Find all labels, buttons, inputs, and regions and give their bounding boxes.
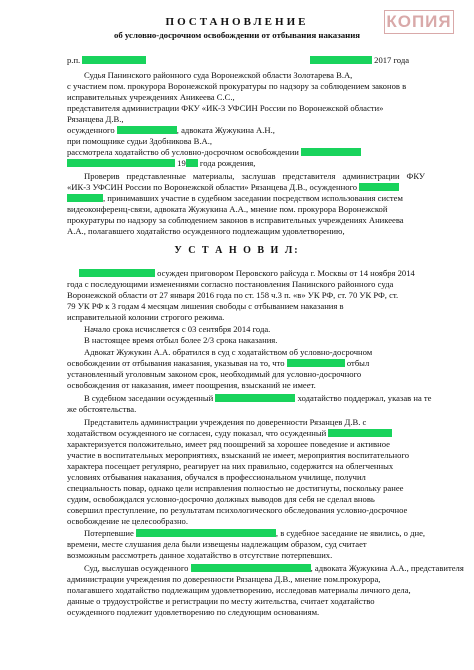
lawyer-line: освобождении от отбывания наказания, указывая на то, что отбыл	[67, 358, 370, 368]
place-date-line	[67, 55, 146, 65]
lawyer-line: Адвокат Жужукин А.А. обратился в суд с ходатайством об условно-досрочном	[84, 347, 373, 357]
date-label: 2017 года	[374, 55, 410, 65]
examined-line: А.А., полагавшего ходатайство осужденного подлежащим удовлетворению,	[67, 226, 345, 236]
redaction-mark	[186, 159, 198, 167]
place-label: р.п.	[67, 55, 81, 65]
victims-line: возможным рассмотреть данное ходатайство в отсутствие потерпевших.	[67, 550, 333, 560]
redaction-mark	[310, 56, 372, 64]
intro-line: исправительных учреждениях Аникеева С.С.,	[67, 92, 235, 102]
verdict-line: 79 УК РФ к 3 годам 4 месяцам лишения свободы с отбыванием наказания в	[67, 301, 344, 311]
redaction-mark	[136, 529, 276, 537]
convict-line: осужденного , адвоката Жужукина А.Н.,	[67, 125, 275, 135]
intro-line: Рязанцева Д.В.,	[67, 114, 124, 124]
intro-line: с участием пом. прокурора Воронежской прокуратуры по надзору за соблюдением законов в	[67, 81, 407, 91]
served-term: В настоящее время отбыл более 2/3 срока наказания.	[84, 335, 278, 345]
redaction-mark	[67, 159, 175, 167]
redaction-mark	[328, 429, 392, 437]
admin-line: совершил преступление, по результатам психологического обследования условно-досрочное	[67, 505, 408, 515]
review-line: рассмотрела ходатайство об условно-досрочном освобождении	[67, 147, 361, 157]
term-start: Начало срока исчисляется с 03 сентября 2014 года.	[84, 324, 271, 334]
redaction-mark	[301, 148, 361, 156]
redaction-mark	[82, 56, 146, 64]
admin-line: ходатайством осужденного не согласен, суду показал, что осужденный	[67, 428, 392, 438]
admin-line: судим, освобождался условно-досрочно должных выводов для себя не сделал вновь	[67, 494, 375, 504]
hearing-line: В судебном заседании осужденный ходатайство поддержал, указав на те	[84, 393, 432, 403]
conclusion-line: администрации учреждения по доверенности Рязанцева Д.В., мнение пом.прокурора,	[67, 574, 381, 584]
redaction-mark	[191, 564, 311, 572]
hearing-line: же обстоятельства.	[67, 404, 137, 414]
redaction-mark	[359, 183, 399, 191]
lawyer-line: освобождения от наказания, имеет поощрения, взысканий не имеет.	[67, 380, 316, 390]
admin-line: характеризуется положительно, имеет ряд поощрений за хорошее поведение и активное	[67, 439, 390, 449]
examined-line: , принимавших участие в судебном заседании посредством использования систем	[67, 193, 403, 203]
redaction-mark	[215, 394, 295, 402]
verdict-line: исправительной колонии строгого режима.	[67, 312, 225, 322]
conclusion-line: полагавшего ходатайство подлежащим удовлетворению, исследовав материалы личного дела,	[67, 585, 411, 595]
date-line	[310, 55, 409, 65]
redaction-mark	[287, 359, 345, 367]
admin-line: специальность повар, однако цели исправления полностью не достигнуты, поскольку ранее	[67, 483, 404, 493]
document-subtitle: об условно-досрочном освобождении от отбывания наказания	[113, 30, 361, 40]
conclusion-line: осужденного подлежит удовлетворению по следующим основаниям.	[67, 607, 320, 617]
review-line-2: 19 года рождения,	[67, 158, 255, 168]
intro-line: представителя администрации ФКУ «ИК-3 УФСИН России по Воронежской области»	[67, 103, 384, 113]
verdict-line: осужден приговором Перовского райсуда г. Москвы от 14 ноября 2014	[67, 268, 415, 278]
redaction-mark	[67, 194, 103, 202]
intro-line: Судья Панинского районного суда Воронежской области Золотарева В.А,	[84, 70, 353, 80]
examined-line: видеоконференц-связи, адвоката Жужукина А.А., мнение пом. прокурора Воронежской	[67, 204, 388, 214]
section-heading: У С Т А Н О В И Л:	[174, 245, 300, 256]
admin-line: Представитель администрации учреждения по доверенности Рязанцев Д.В. с	[84, 417, 367, 427]
conclusion-line: Суд, выслушав осужденного , адвоката Жужукина А.А., представителя	[84, 563, 464, 573]
victims-line: времени, месте слушания дела были извещены надлежащим образом, суд считает	[67, 539, 367, 549]
redaction-mark	[79, 269, 155, 277]
verdict-line: Воронежской области от 27 января 2016 года по ст. 158 ч.3 п. «в» УК РФ, ст. 70 УК РФ, ст.	[67, 290, 399, 300]
examined-line: Проверив представленные материалы, заслушав представителя администрации ФКУ	[84, 171, 425, 181]
redaction-mark	[117, 126, 177, 134]
admin-line: характера посещает регулярно, реагирует на них правильно, содержится на облегченных	[67, 461, 394, 471]
examined-line: «ИК-3 УФСИН России по Воронежской области» Рязанцева Д.В., осужденного	[67, 182, 399, 192]
verdict-line: года с последующими изменениями согласно постановления Панинского районного суда	[67, 279, 394, 289]
admin-line: участие в воспитательных мероприятиях, взысканий не имеет, мероприятия воспитательного	[67, 450, 410, 460]
victims-line: Потерпевшие , в судебное заседание не явились, о дне,	[84, 528, 426, 538]
conclusion-line: данные о трудоустройстве и регистрации по месту жительства, считает ходатайство	[67, 596, 375, 606]
copy-stamp: КОПИЯ	[384, 10, 454, 34]
admin-line: освобождение не целесообразно.	[67, 516, 188, 526]
examined-line: прокуратуры по надзору за соблюдением законов в исправительных учреждениях Аникеева	[67, 215, 404, 225]
lawyer-line: установленный уголовным законом срок, необходимый для условно-досрочного	[67, 369, 362, 379]
helper-line: при помощнике судьи Здобникова В.А.,	[67, 136, 213, 146]
admin-line: условиях отбывания наказания, обучался в профессиональном училище, получил	[67, 472, 366, 482]
document-title: ПОСТАНОВЛЕНИЕ	[165, 16, 309, 28]
